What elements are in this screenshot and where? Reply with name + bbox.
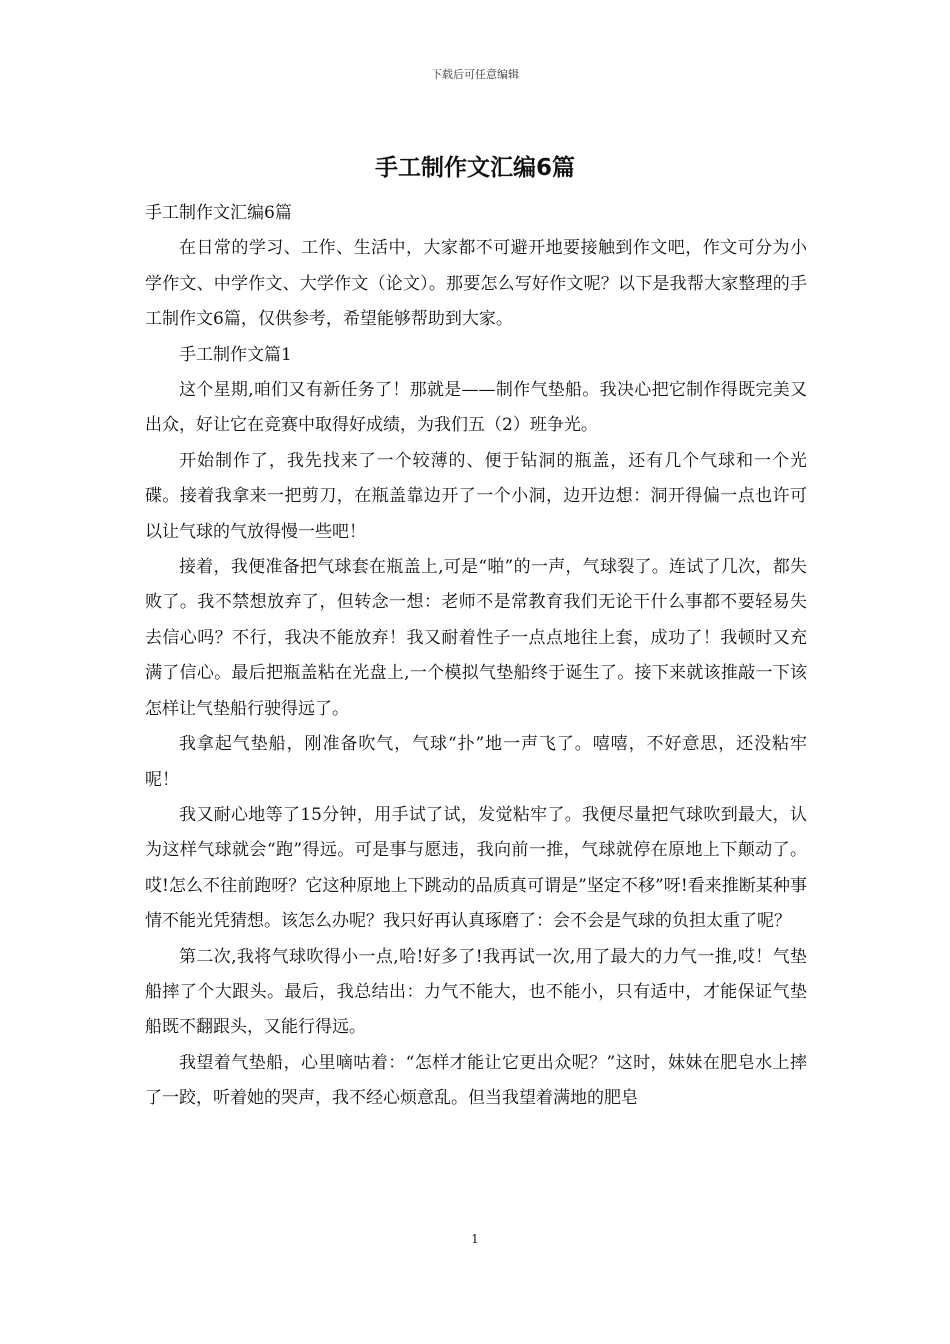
page-title: 手工制作文汇编6篇	[374, 155, 575, 181]
paragraph: 第二次,我将气球吹得小一点,哈!好多了!我再试一次,用了最大的力气一推,哎！气垫船摔了个大跟头。最后，我总结出：力气不能大，也不能小，只有适中，才能保证气垫船既不翻跟头，又能行得远。	[145, 946, 807, 1038]
paragraph: 在日常的学习、工作、生活中，大家都不可避开地要接触到作文吧，作文可分为小学作文、中学作文、大学作文（论文）。那要怎么写好作文呢？以下是我帮大家整理的手工制作文6篇，仅供参考，希望能够帮助到大家。	[145, 238, 807, 330]
paragraph: 这个星期,咱们又有新任务了！那就是——制作气垫船。我决心把它制作得既完美又出众，好让它在竞赛中取得好成绩，为我们五（2）班争光。	[145, 380, 807, 436]
paragraph: 开始制作了，我先找来了一个较薄的、便于钻洞的瓶盖，还有几个气球和一个光碟。接着我拿来一把剪刀，在瓶盖靠边开了一个小洞，边开边想：洞开得偏一点也许可以让气球的气放得慢一些吧！	[145, 450, 807, 542]
document-body	[145, 196, 807, 1117]
paragraph: 接着，我便准备把气球套在瓶盖上,可是“啪”的一声，气球裂了。连试了几次，都失败了。我不禁想放弃了，但转念一想：老师不是常教育我们无论干什么事都不要轻易失去信心吗？不行，我决不能放弃！我又耐着性子一点点地往上套，成功了！我顿时又充满了信心。最后把瓶盖粘在光盘上,一个模拟气垫船终于诞生了。接下来就该推敲一下该怎样让气垫船行驶得远了。	[145, 557, 807, 719]
paragraph: 我望着气垫船，心里嘀咕着：“怎样才能让它更出众呢？”这时，妹妹在肥皂水上摔了一跤，听着她的哭声，我不经心烦意乱。但当我望着满地的肥皂	[145, 1052, 807, 1109]
page-number: 1	[471, 1232, 479, 1246]
paragraph: 我拿起气垫船，刚准备吹气，气球“扑”地一声飞了。嘻嘻，不好意思，还没粘牢呢！	[145, 734, 807, 790]
paragraph: 手工制作文汇编6篇	[145, 203, 292, 223]
paragraph: 我又耐心地等了15分钟，用手试了试，发觉粘牢了。我便尽量把气球吹到最大，认为这样气球就会“跑”得远。可是事与愿违，我向前一推，气球就停在原地上下颠动了。哎!怎么不往前跑呀？它这种原地上下跳动的品质真可谓是”坚定不移”呀!看来推断某种事情不能光凭猜想。该怎么办呢？我只好再认真琢磨了：会不会是气球的负担太重了呢？	[145, 804, 807, 932]
header-note: 下载后可任意编辑	[431, 68, 519, 81]
paragraph: 手工制作文篇1	[179, 344, 292, 365]
